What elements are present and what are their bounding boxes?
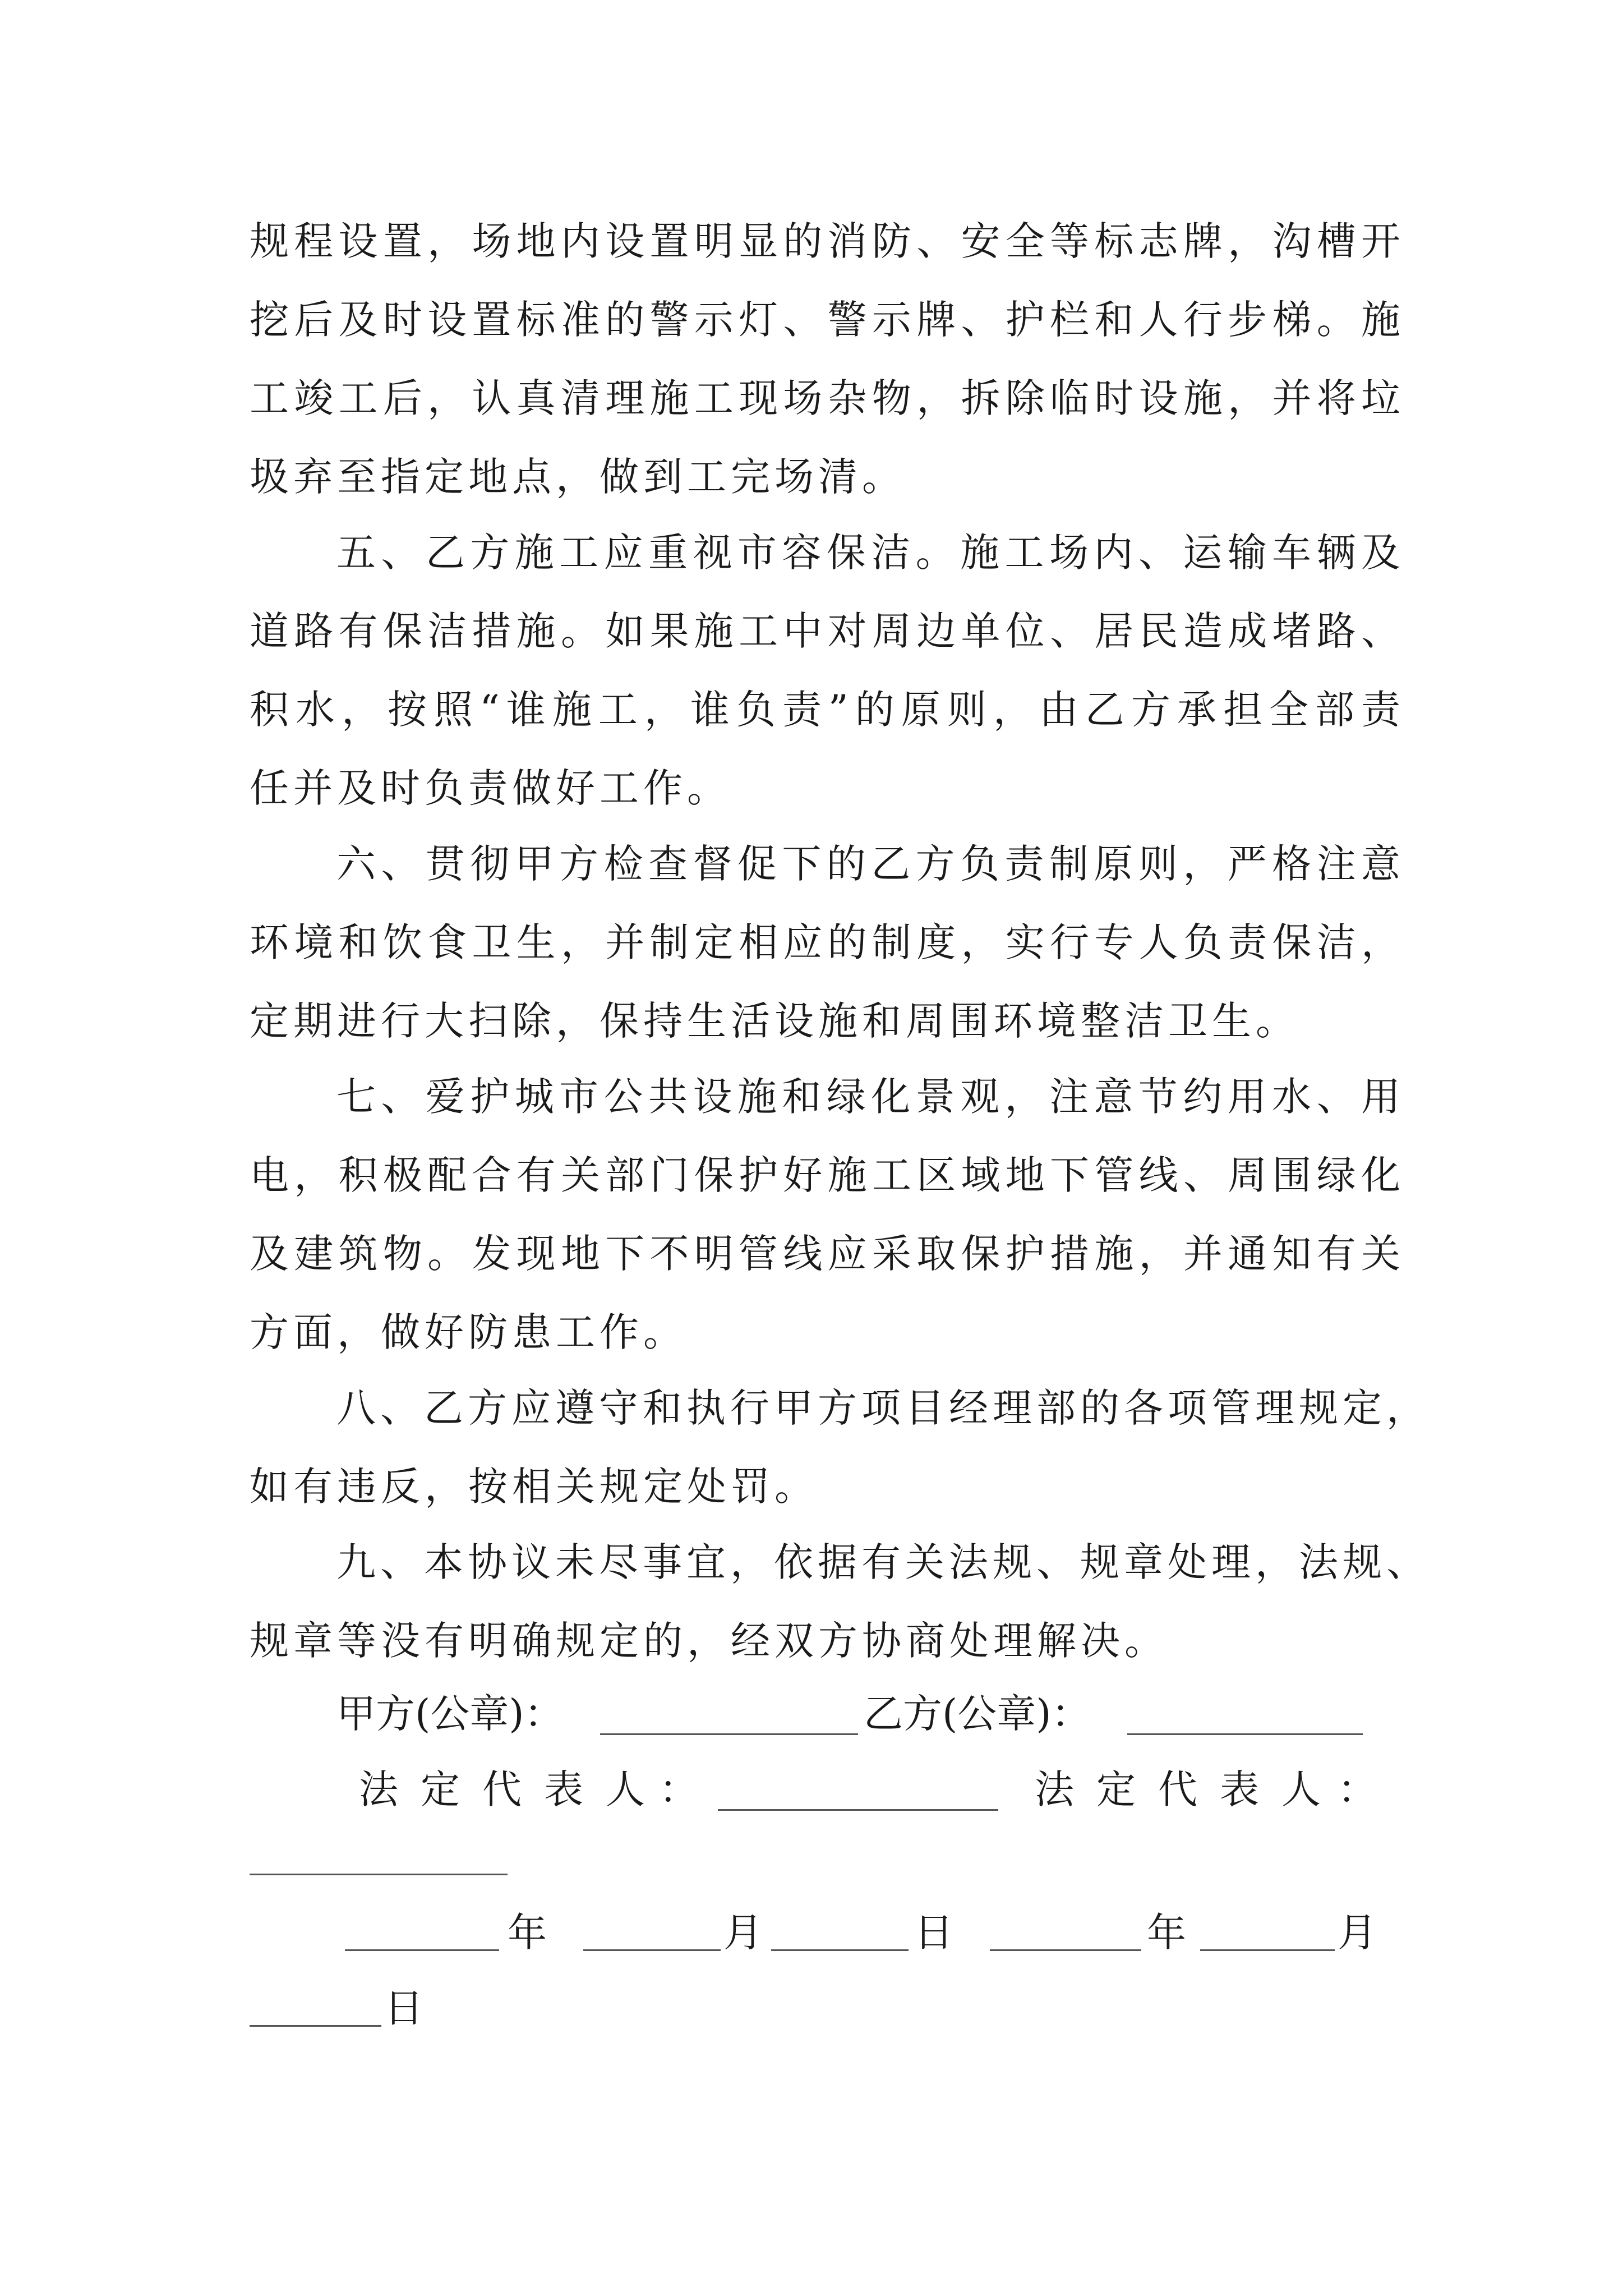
paragraph-line: 环境和饮食卫生，并制定相应的制度，实行专人负责保洁， [250, 919, 1405, 965]
party-a-year-blank [345, 1949, 499, 1951]
party-b-day-blank [250, 2025, 381, 2027]
party-b-month-label: 月 [1338, 1910, 1377, 1955]
paragraph-line: 定期进行大扫除，保持生活设施和周围环境整洁卫生。 [250, 998, 1299, 1044]
party-a-representative-label: 法定代表人 [359, 1766, 667, 1812]
paragraph-line: 方面，做好防患工作。 [250, 1309, 687, 1355]
party-a-seal-blank [600, 1733, 858, 1735]
paragraph-line: 及建筑物。发现地下不明管线应采取保护措施，并通知有关 [250, 1231, 1405, 1277]
party-b-day-label: 日 [384, 1985, 423, 2031]
paragraph-line: 七、爱护城市公共设施和绿化景观，注意节约用水、用 [336, 1074, 1405, 1120]
party-b-representative-blank [250, 1874, 508, 1875]
paragraph-line: 电，积极配合有关部门保护好施工区域地下管线、周围绿化 [250, 1152, 1405, 1198]
paragraph-line: 八、乙方应遵守和执行甲方项目经理部的各项管理规定， [336, 1385, 1430, 1431]
paragraph-line: 道路有保洁措施。如果施工中对周边单位、居民造成堵路、 [250, 608, 1405, 654]
party-b-representative-label: 法定代表人 [1035, 1766, 1343, 1812]
party-b-year-label: 年 [1147, 1910, 1186, 1955]
paragraph-line: 六、贯彻甲方检查督促下的乙方负责制原则，严格注意 [336, 841, 1405, 887]
party-a-day-label: 日 [914, 1910, 953, 1955]
party-a-month-label: 月 [723, 1910, 763, 1955]
party-b-month-blank [1200, 1949, 1335, 1951]
party-b-year-blank [990, 1949, 1141, 1951]
party-a-representative-colon: ： [659, 1766, 698, 1812]
party-a-day-blank [771, 1949, 909, 1951]
party-a-month-blank [583, 1949, 721, 1951]
party-a-seal-label: 甲方(公章)： [336, 1691, 564, 1737]
paragraph-line: 挖后及时设置标准的警示灯、警示牌、护栏和人行步梯。施 [250, 297, 1405, 343]
paragraph-line: 积水，按照“谁施工，谁负责”的原则，由乙方承担全部责 [250, 687, 1405, 733]
paragraph-line: 九、本协议未尽事宜，依据有关法规、规章处理，法规、 [336, 1539, 1430, 1585]
party-a-year-label: 年 [508, 1910, 547, 1955]
paragraph-line: 圾弃至指定地点，做到工完场清。 [250, 454, 906, 500]
paragraph-line: 如有违反，按相关规定处罚。 [250, 1464, 818, 1510]
paragraph-line: 任并及时负责做好工作。 [250, 765, 731, 811]
paragraph-line: 规章等没有明确规定的，经双方协商处理解决。 [250, 1618, 1168, 1664]
party-b-seal-blank [1127, 1733, 1363, 1735]
party-b-representative-colon: ： [1338, 1766, 1377, 1812]
party-b-seal-label: 乙方(公章)： [864, 1691, 1091, 1737]
party-a-representative-blank [718, 1809, 998, 1811]
paragraph-line: 规程设置，场地内设置明显的消防、安全等标志牌，沟槽开 [250, 218, 1405, 264]
paragraph-line: 工竣工后，认真清理施工现场杂物，拆除临时设施，并将垃 [250, 375, 1405, 421]
paragraph-line: 五、乙方施工应重视市容保洁。施工场内、运输车辆及 [336, 530, 1405, 576]
